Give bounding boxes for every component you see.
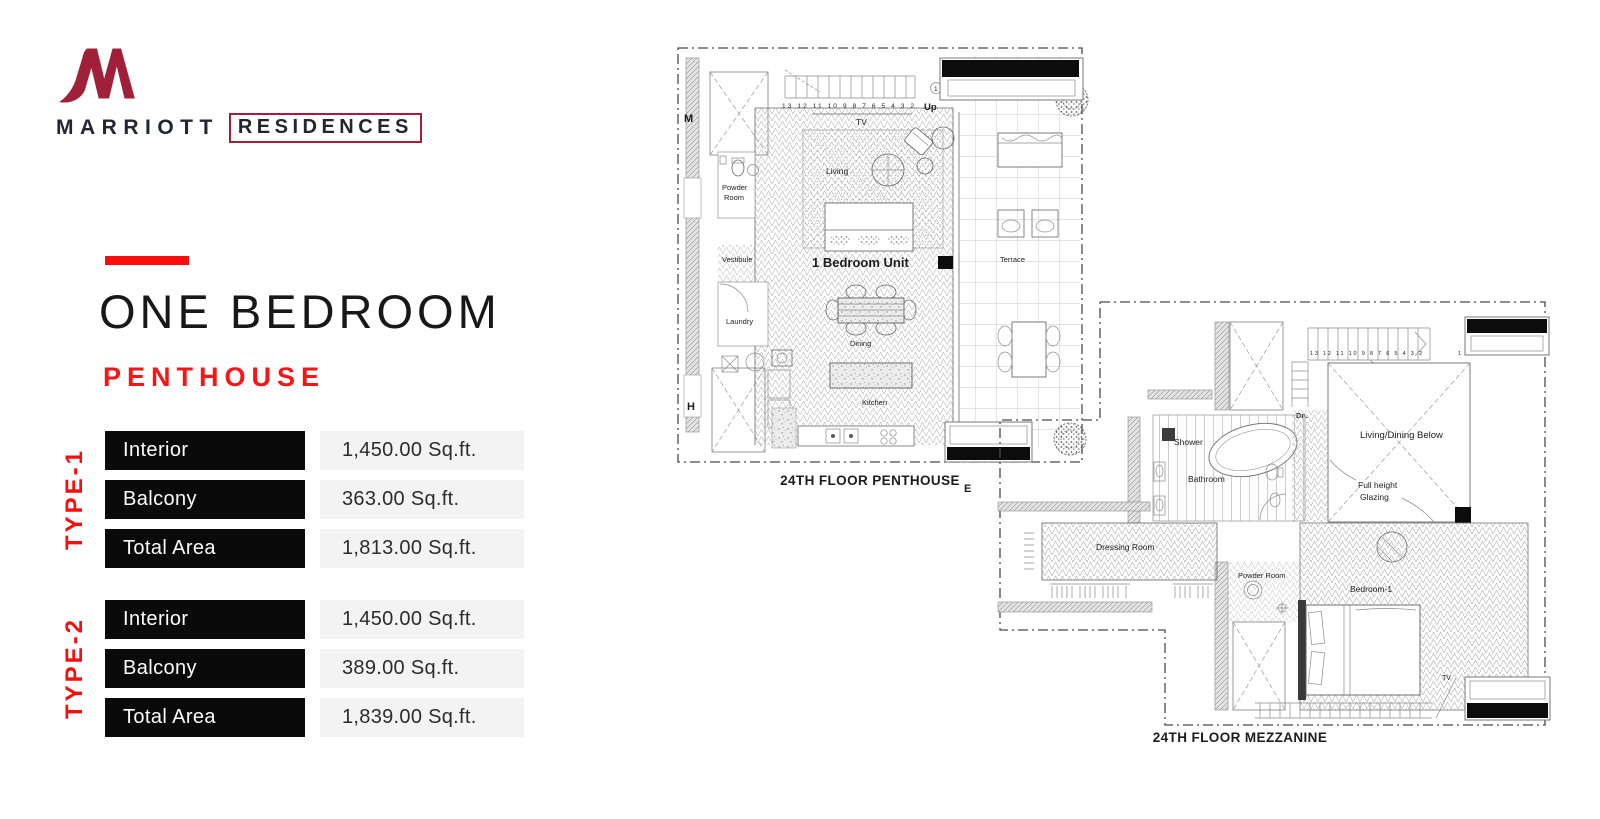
mezzanine-caption: 24TH FLOOR MEZZANINE (1152, 730, 1328, 745)
type-2-label: TYPE-2 (61, 616, 88, 720)
room-label-laundry: Laundry (726, 317, 754, 326)
room-label-powder-2: Room (724, 193, 745, 202)
living-area (803, 127, 954, 251)
room-label-dining: Dining (850, 339, 872, 348)
room-label-shower: Shower (1174, 437, 1203, 447)
spec-row-label: Balcony (105, 649, 305, 688)
floor-plans (660, 30, 1560, 790)
void-living-below (1328, 363, 1471, 523)
annotation-glazing-2: Glazing (1360, 492, 1389, 502)
brand-word: MARRIOTT (56, 116, 219, 139)
room-label-living: Living (826, 166, 849, 176)
room-label-powder: Powder Room (1238, 571, 1286, 580)
marriott-m-icon (54, 45, 140, 109)
marker-e: E (964, 483, 972, 495)
spec-row-label: Interior (105, 600, 305, 639)
spec-row-value: 1,839.00 Sq.ft. (320, 698, 524, 737)
dressing-room (1024, 523, 1217, 598)
room-label-powder-1: Powder (722, 183, 748, 192)
room-label-terrace: Terrace (1000, 255, 1026, 264)
title-accent-bar (105, 256, 189, 265)
unit-label: 1 Bedroom Unit (812, 255, 909, 270)
room-label-vestibule: Vestibule (722, 255, 753, 264)
penthouse-caption: 24TH FLOOR PENTHOUSE (780, 473, 960, 488)
stair-numbers: 13 12 11 10 9 8 7 6 5 4 3 2 (1310, 351, 1422, 357)
page-subtitle: PENTHOUSE (103, 362, 326, 392)
room-label-tv: TV (1442, 675, 1451, 682)
type-1-label: TYPE-1 (61, 447, 88, 551)
spec-row-value: 1,450.00 Sq.ft. (320, 600, 524, 639)
spec-row-label: Total Area (105, 698, 305, 737)
stairs-up (785, 70, 915, 98)
stair-circle-number: 1 (934, 86, 938, 93)
brand-residences-box: RESIDENCES (229, 113, 422, 143)
penthouse-plan (678, 48, 1088, 488)
spec-row-label: Total Area (105, 529, 305, 568)
stair-first-number: 1 (1458, 351, 1462, 357)
stair-numbers: 13 12 11 10 9 8 7 6 5 4 3 2 (782, 103, 914, 110)
brand-block (40, 45, 413, 145)
room-label-living-below: Living/Dining Below (1360, 430, 1443, 441)
annotation-glazing-1: Full height (1358, 480, 1398, 490)
room-label-kitchen: Kitchen (862, 398, 888, 407)
spec-row-value: 363.00 Sq.ft. (320, 480, 524, 519)
spec-row-value: 1,813.00 Sq.ft. (320, 529, 524, 568)
marker-m: M (684, 113, 694, 125)
spec-row-label: Balcony (105, 480, 305, 519)
bathroom-area (1153, 415, 1305, 521)
spec-row-value: 1,450.00 Sq.ft. (320, 431, 524, 470)
spec-row-value: 389.00 Sq.ft. (320, 649, 524, 688)
spec-row-label: Interior (105, 431, 305, 470)
elevator-shaft (1230, 322, 1283, 410)
terrace-area (960, 56, 1080, 448)
room-label-bedroom: Bedroom-1 (1350, 584, 1393, 594)
room-label-tv: TV (856, 117, 867, 127)
elevator-shaft (1233, 622, 1285, 710)
page-title: ONE BEDROOM (99, 285, 501, 338)
room-label-dressing: Dressing Room (1096, 542, 1155, 552)
marker-h: H (687, 401, 695, 413)
room-label-bathroom: Bathroom (1188, 474, 1225, 484)
up-label: Up (924, 102, 937, 113)
